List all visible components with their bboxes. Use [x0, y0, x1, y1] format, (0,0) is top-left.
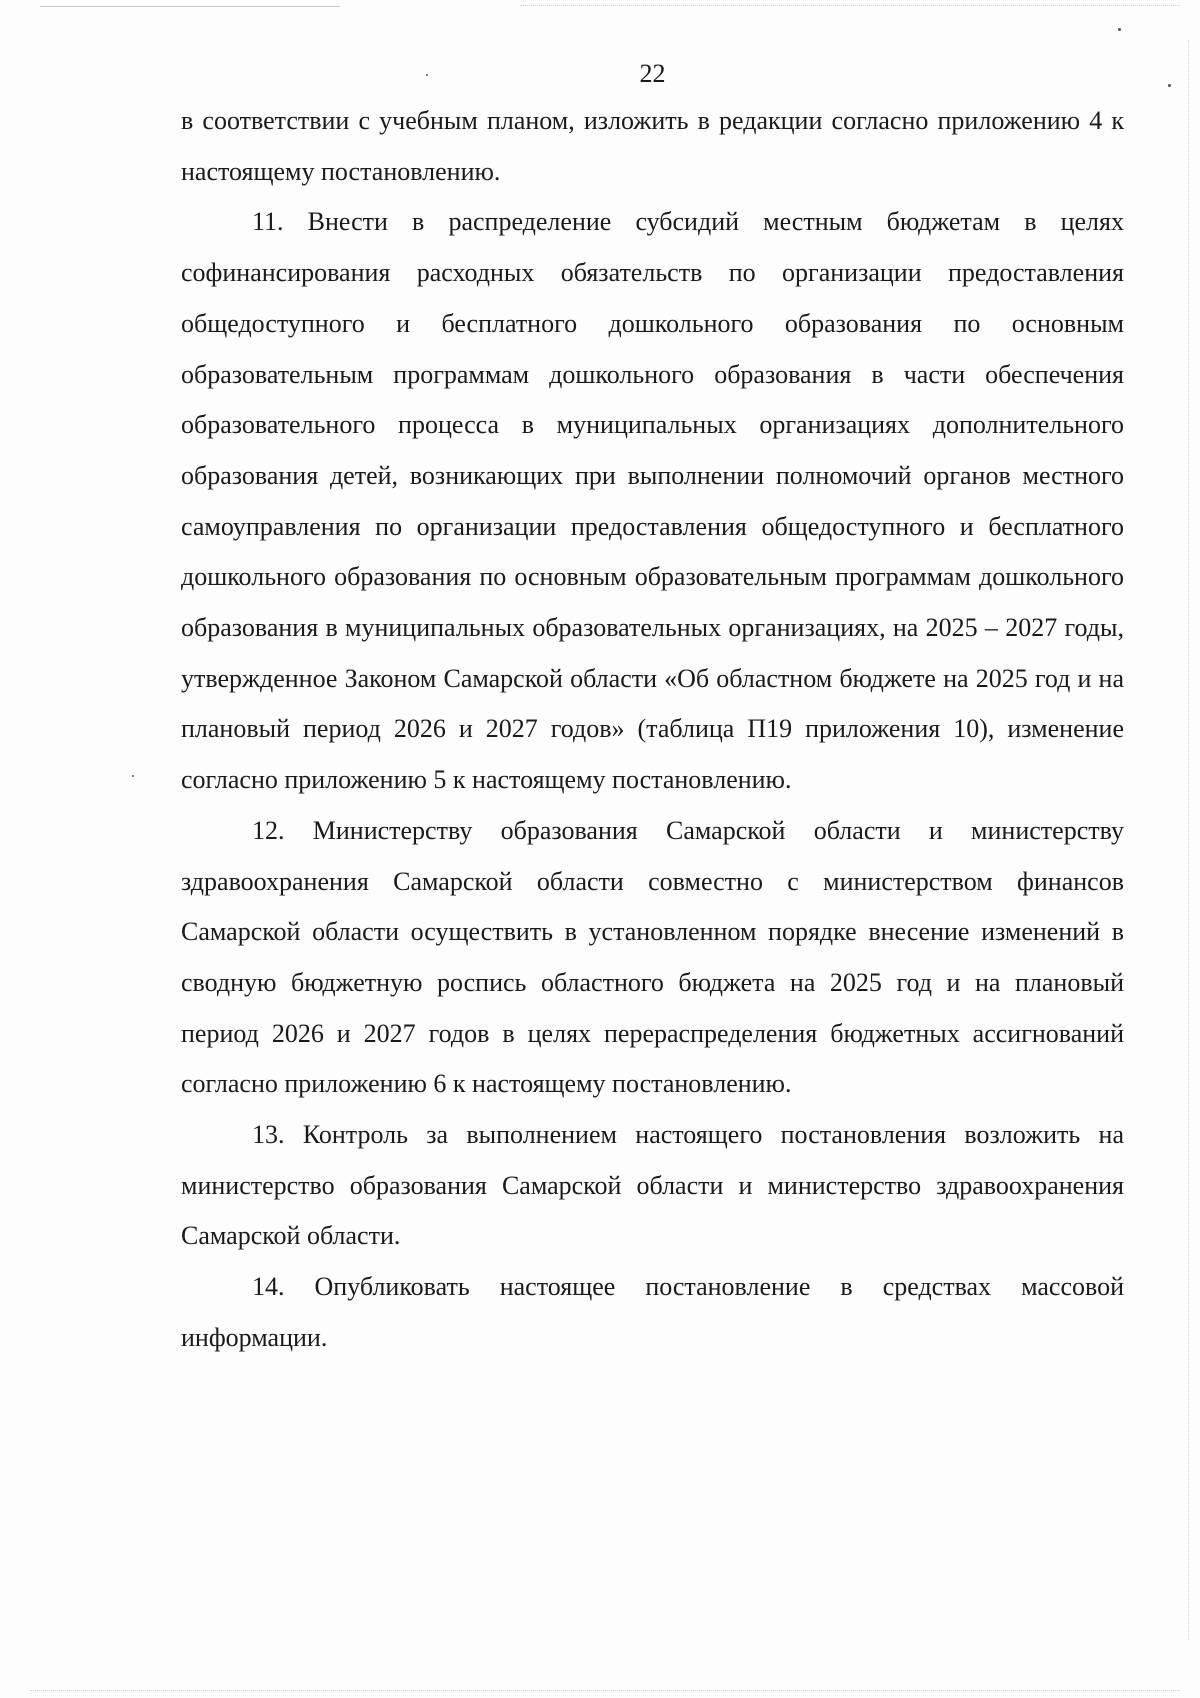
scan-edge-top: [40, 6, 340, 7]
paragraph-continuation: в соответствии с учебным планом, изложить в редакции согласно приложению 4 к настоящему постановлению.: [181, 106, 1124, 186]
paragraph-item-13: 13. Контроль за выполнением настоящего постановления возложить на министерство образования Самарской области и министерство здравоохранения Самарской области.: [181, 1120, 1124, 1251]
scan-edge-right: [1188, 40, 1189, 1640]
paragraph-item-12: 12. Министерству образования Самарской области и министерству здравоохранения Самарской области совместно с министерством финансов Самарской области осуществить в установленном порядке внесение изменений в сводную бюджетную роспись областного бюджета на 2025 год и на плановый период 2026 и 2027 годов в целях перераспределения бюджетных ассигнований согласно приложению 6 к настоящему постановлению.: [181, 815, 1124, 1099]
document-body: [181, 96, 1124, 1364]
scan-speck: [1118, 28, 1121, 31]
page-number: 22: [639, 59, 666, 88]
scan-edge-bottom: [30, 1690, 1180, 1691]
paragraph-item-11: 11. Внести в распределение субсидий местным бюджетам в целях софинансирования расходных обязательств по организации предоставления общедоступного и бесплатного дошкольного образования по основным образовательным программам дошкольного образования в части обеспечения образовательного процесса в муниципальных организациях дополнительного образования детей, возникающих при выполнении полномочий органов местного самоуправления по организации предоставления общедоступного и бесплатного дошкольного образования по основным образовательным программам дошкольного образования в муниципальных образовательных организациях, на 2025 – 2027 годы, утвержденное Законом Самарской области «Об областном бюджете на 2025 год и на плановый период 2026 и 2027 годов» (таблица П19 приложения 10), изменение согласно приложению 5 к настоящему постановлению.: [181, 207, 1124, 795]
paragraph-item-14: 14. Опубликовать настоящее постановление в средствах массовой информации.: [181, 1272, 1124, 1352]
scan-edge-top-right: [520, 5, 1180, 6]
scan-speck: [132, 775, 134, 777]
